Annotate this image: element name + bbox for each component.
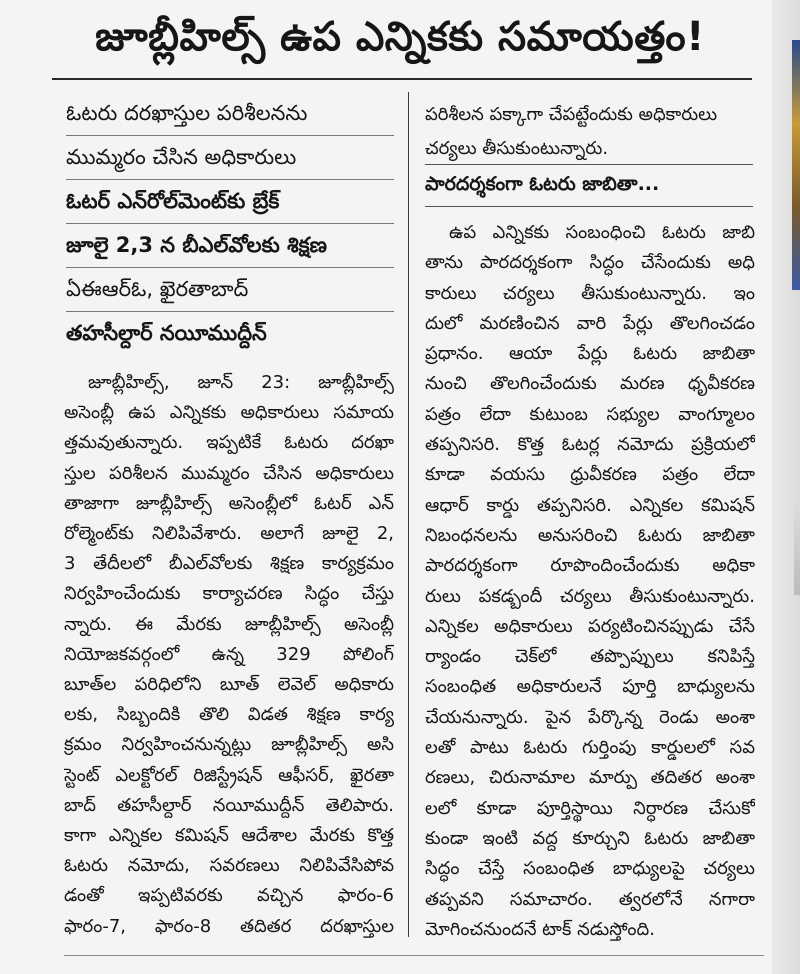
- body-line: డంతో ఇప్పటివరకు వచ్చిన ఫారం-6: [64, 885, 394, 907]
- body-line: మోగించనుందనే టాక్ నడుస్తోంది.: [425, 918, 655, 940]
- column-separator: [408, 92, 409, 937]
- subheading: పారదర్శకంగా ఓటరు జాబితా...: [425, 173, 660, 195]
- highlight-line: జూలై 2,3 న బీఎల్‌వోలకు శిక్షణ: [66, 224, 394, 268]
- body-line: ర్యాండం చెక్‌లో తప్పొప్పులు కనిపిస్తే: [425, 646, 755, 668]
- body-line: ఉప ఎన్నికకు సంబంధించి ఓటరు జాబి: [449, 222, 755, 243]
- footer-rule: [64, 955, 764, 956]
- headline: జూబ్లీహిల్స్ ఉప ఎన్నికకు సమాయత్తం!: [95, 14, 705, 60]
- body-line: ప్రధానం. ఆయా పేర్లు ఓటరు జాబితా: [425, 343, 755, 365]
- adjacent-photo-strip: [792, 40, 800, 290]
- body-line: తప్పనిసరి. కొత్త ఓటర్ల నమోదు ప్రక్రియలో: [425, 434, 755, 456]
- body-line: తాజాగా జూబ్లీహిల్స్ అసెంబ్లీలో ఓటర్ ఎన్: [64, 492, 394, 514]
- highlight-line: ఏఈఆర్‌ఓ, ఖైరతాబాద్: [66, 268, 394, 312]
- body-line: దులో మరణించిన వారి పేర్లు తొలగించడం: [425, 312, 755, 334]
- body-line: లతో పాటు ఓటరు గుర్తింపు కార్డులలో సవ: [425, 737, 755, 759]
- body-line: కూడా వయసు ధ్రువీకరణ పత్రం లేదా: [425, 464, 755, 486]
- body-line: కాగా ఎన్నికల కమిషన్ ఆదేశాల మేరకు కొత్త: [64, 825, 394, 847]
- body-line: 3 తేదీలలో బీఎల్‌వోలకు శిక్షణ కార్యక్రమం: [64, 553, 394, 575]
- body-line: నిర్వహించేందుకు కార్యాచరణ సిద్ధం చేస్తు: [64, 583, 394, 605]
- body-line: కుండా ఇంటి వద్ద కూర్చుని ఓటరు జాబితా: [425, 827, 755, 849]
- highlight-line: తహసీల్దార్ నయీముద్దీన్: [66, 321, 267, 345]
- body-line: సిద్ధం చేస్తే సంబంధిత బాధ్యులపై చర్యలు: [425, 858, 755, 880]
- headline-rule: [52, 78, 752, 80]
- body-line: న్నారు. ఈ మేరకు జూబ్లీహిల్స్ అసెంబ్లీ: [64, 613, 394, 635]
- body-line: లలో కూడా పూర్తిస్థాయి నిర్ధారణ చేసుకో: [425, 797, 755, 819]
- body-line: పారదర్శకంగా రూపొందించేందుకు అధికా: [425, 555, 755, 577]
- body-line: పరిశీలన పక్కాగా చేపట్టేందుకు అధికారులు: [425, 104, 718, 125]
- body-line: ఆధార్ కార్డు తప్పనిసరి. ఎన్నికల కమిషన్: [425, 494, 755, 516]
- body-line: తాను పారదర్శకంగా సిద్ధం చేసేందుకు అధి: [425, 252, 755, 274]
- body-line: రులు పకడ్బందీ చర్యలు తీసుకుంటున్నారు.: [425, 585, 755, 607]
- body-line: కారులు చర్యలు తీసుకుంటున్నారు. ఇం: [425, 282, 755, 304]
- body-line: చేయనున్నారు. పైన పేర్కొన్న రెండు అంశా: [425, 706, 755, 728]
- highlight-line: ఓటర్ ఎన్‌రోల్‌మెంట్‌కు బ్రేక్: [66, 180, 394, 224]
- body-line: ఓటరు నమోదు, సవరణలు నిలిపివేసిపోవ: [64, 855, 394, 877]
- body-line: నియోజకవర్గంలో ఉన్న 329 పోలింగ్: [64, 643, 394, 665]
- body-line: రోల్మెంట్‌కు నిలిపివేశారు. అలాగే జూలై 2,: [64, 523, 394, 545]
- article-continuation: [425, 98, 755, 166]
- body-line: స్తుల పరిశీలన ముమ్మరం చేసిన అధికారులు: [64, 462, 394, 484]
- body-line: పత్రం లేదా కుటుంబ సభ్యుల వాంగ్మూలం: [425, 403, 755, 425]
- subheading-rule-top: [425, 164, 753, 165]
- body-line: తప్పవని సమాచారం. త్వరలోనే నగారా: [425, 888, 755, 910]
- body-line: క్రమం నిర్వహించనున్నట్లు జూబ్లీహిల్స్ అసి: [64, 734, 394, 756]
- body-line: స్టెంట్ ఎలక్టోరల్ రిజిస్ట్రేషన్ ఆఫీసర్, ఖైరతా: [64, 764, 394, 786]
- adjacent-photo-strip-lower: [794, 505, 800, 595]
- body-line: చర్యలు తీసుకుంటున్నారు.: [425, 138, 609, 159]
- highlights-box: [66, 92, 394, 356]
- article-body-left: [64, 368, 394, 942]
- body-line: నుంచి తొలగించేందుకు మరణ ధృవీకరణ: [425, 373, 755, 395]
- body-line: బూత్‌ల పరిధిలోని బూత్ లెవెల్ అధికారు: [64, 674, 394, 696]
- article-body-right: [425, 218, 755, 945]
- adjacent-page-edge: [772, 0, 800, 974]
- body-line: నిబంధనలను అనుసరించి ఓటరు జాబితా: [425, 524, 755, 546]
- body-line: అసెంబ్లీ ఉప ఎన్నికకు అధికారులు సమాయ: [64, 402, 394, 424]
- highlight-line: ముమ్మరం చేసిన అధికారులు: [66, 136, 394, 180]
- body-line: రణలు, చిరునామాల మార్పు తదితర అంశా: [425, 767, 755, 789]
- body-line: సంబంధిత అధికారులనే పూర్తి బాధ్యులను: [425, 676, 755, 698]
- body-line: బాద్ తహసీల్దార్ నయీముద్దీన్ తెలిపారు.: [64, 794, 394, 816]
- highlight-line: ఓటరు దరఖాస్తుల పరిశీలనను: [66, 92, 394, 136]
- body-line: ఎన్నికల అధికారులు పర్యటించినప్పుడు చేసే: [425, 615, 755, 637]
- body-line: లకు, సిబ్బందికి తొలి విడత శిక్షణ కార్య: [64, 704, 394, 726]
- body-line: జూబ్లీహిల్స్, జూన్ 23: జూబ్లీహిల్స్: [88, 372, 394, 393]
- body-line: ఫారం-7, ఫారం-8 తదితర దరఖాస్తుల: [64, 915, 394, 937]
- body-line: త్తమవుతున్నారు. ఇప్పటికే ఓటరు దరఖా: [64, 432, 394, 454]
- subheading-rule-bottom: [425, 206, 753, 207]
